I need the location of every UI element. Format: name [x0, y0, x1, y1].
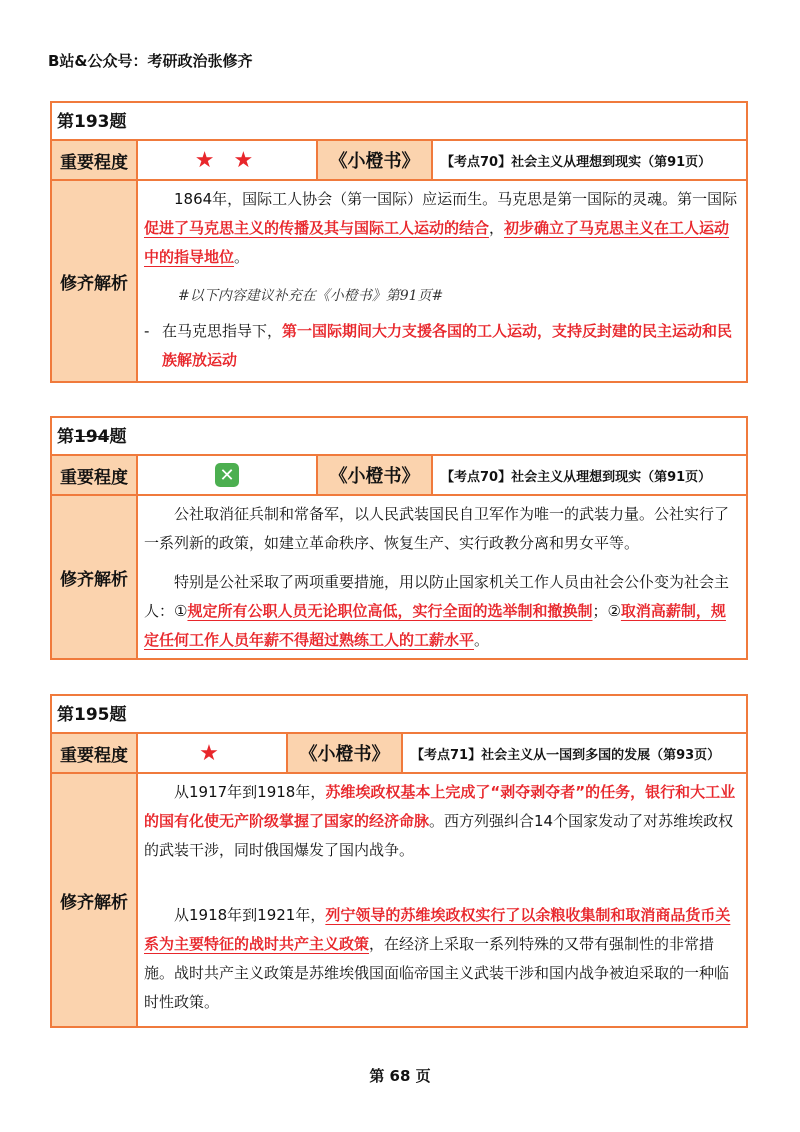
analysis-row	[52, 496, 746, 658]
exam-point: 【考点71】社会主义从一国到多国的发展（第93页）	[411, 747, 721, 763]
importance-label: 重要程度	[52, 141, 138, 179]
analysis-content	[138, 774, 746, 1026]
analysis-paragraph: 特别是公社采取了两项重要措施，用以防止国家机关工作人员由社会公仆变为社会主人：①规定所有公职人员无论职位高低，实行全面的选举制和撤换制；②取消高薪制，规定任何工作人员年薪不得超过熟练工人的工薪水平。	[144, 573, 730, 649]
analysis-paragraph: 1864年，国际工人协会（第一国际）应运而生。马克思是第一国际的灵魂。第一国际促进了马克思主义的传播及其与国际工人运动的结合，初步确立了马克思主义在工人运动中的指导地位。	[144, 190, 738, 266]
header-text: B站&公众号：考研政治张修齐	[48, 52, 253, 70]
exam-point: 【考点70】社会主义从理想到现实（第91页）	[441, 154, 712, 170]
supplement-note: #以下内容建议补充在《小橙书》第91页#	[178, 288, 444, 304]
question-195-box	[50, 694, 748, 1028]
highlight-text: 初步确立了马克思主义在工人运动中的指导地位	[144, 219, 730, 266]
analysis-content	[138, 181, 746, 381]
book-name: 《小橙书》	[288, 734, 403, 772]
analysis-label: 修齐解析	[52, 774, 138, 1026]
bullet-dash: -	[144, 322, 150, 340]
cross-mark-icon: ✕	[215, 463, 239, 487]
highlight-text: 取消高薪制，规定任何工作人员年薪不得超过熟练工人的工薪水平	[144, 602, 726, 649]
question-194-box	[50, 416, 748, 660]
exam-point: 【考点70】社会主义从理想到现实（第91页）	[441, 469, 712, 485]
book-name: 《小橙书》	[318, 141, 433, 179]
highlight-text: 规定所有公职人员无论职位高低，实行全面的选举制和撤换制	[187, 602, 593, 620]
analysis-paragraph: 从1917年到1918年，苏维埃政权基本上完成了“剥夺剥夺者”的任务，银行和大工业的国有化使无产阶级掌握了国家的经济命脉。西方列强纠合14个国家发动了对苏维埃政权的武装干涉，同时俄国爆发了国内战争。	[144, 783, 736, 859]
importance-row	[52, 734, 746, 774]
analysis-label: 修齐解析	[52, 496, 138, 658]
question-title: 第194题	[52, 418, 746, 456]
importance-cell	[138, 456, 318, 494]
highlight-text: 苏维埃政权基本上完成了“剥夺剥夺者”的任务，银行和大工业的国有化使无产阶级掌握了国家的经济命脉	[144, 783, 736, 830]
highlight-text: 列宁领导的苏维埃政权实行了以余粮收集制和取消商品货币关系为主要特征的战时共产主义政策	[144, 906, 731, 953]
analysis-paragraph: 公社取消征兵制和常备军，以人民武装国民自卫军作为唯一的武装力量。公社实行了一系列新的政策，如建立革命秩序、恢复生产、实行政教分离和男女平等。	[144, 505, 730, 552]
analysis-row	[52, 774, 746, 1026]
importance-row	[52, 456, 746, 496]
question-title: 第195题	[52, 696, 746, 734]
question-title: 第193题	[52, 103, 746, 141]
book-name: 《小橙书》	[318, 456, 433, 494]
question-193-box	[50, 101, 748, 383]
page-number: 第 68 页	[369, 1067, 431, 1085]
importance-label: 重要程度	[52, 456, 138, 494]
highlight-text: 促进了马克思主义的传播及其与国际工人运动的结合	[144, 219, 490, 237]
analysis-content	[138, 496, 746, 658]
analysis-row	[52, 181, 746, 381]
highlight-text: 第一国际期间大力支援各国的工人运动，支持反封建的民主运动和民族解放运动	[162, 322, 733, 369]
importance-label: 重要程度	[52, 734, 138, 772]
importance-row	[52, 141, 746, 181]
analysis-label: 修齐解析	[52, 181, 138, 381]
analysis-paragraph: 从1918年到1921年，列宁领导的苏维埃政权实行了以余粮收集制和取消商品货币关系为主要特征的战时共产主义政策，在经济上采取一系列特殊的又带有强制性的非常措施。战时共产主义政策是苏维埃俄国面临帝国主义武装干涉和国内战争被迫采取的一种临时性政策。	[144, 906, 731, 1011]
star-rating: ★	[138, 734, 288, 772]
star-rating: ★ ★	[138, 141, 318, 179]
bullet-item: - 在马克思指导下，第一国际期间大力支援各国的工人运动，支持反封建的民主运动和民族解放运动	[144, 317, 740, 375]
